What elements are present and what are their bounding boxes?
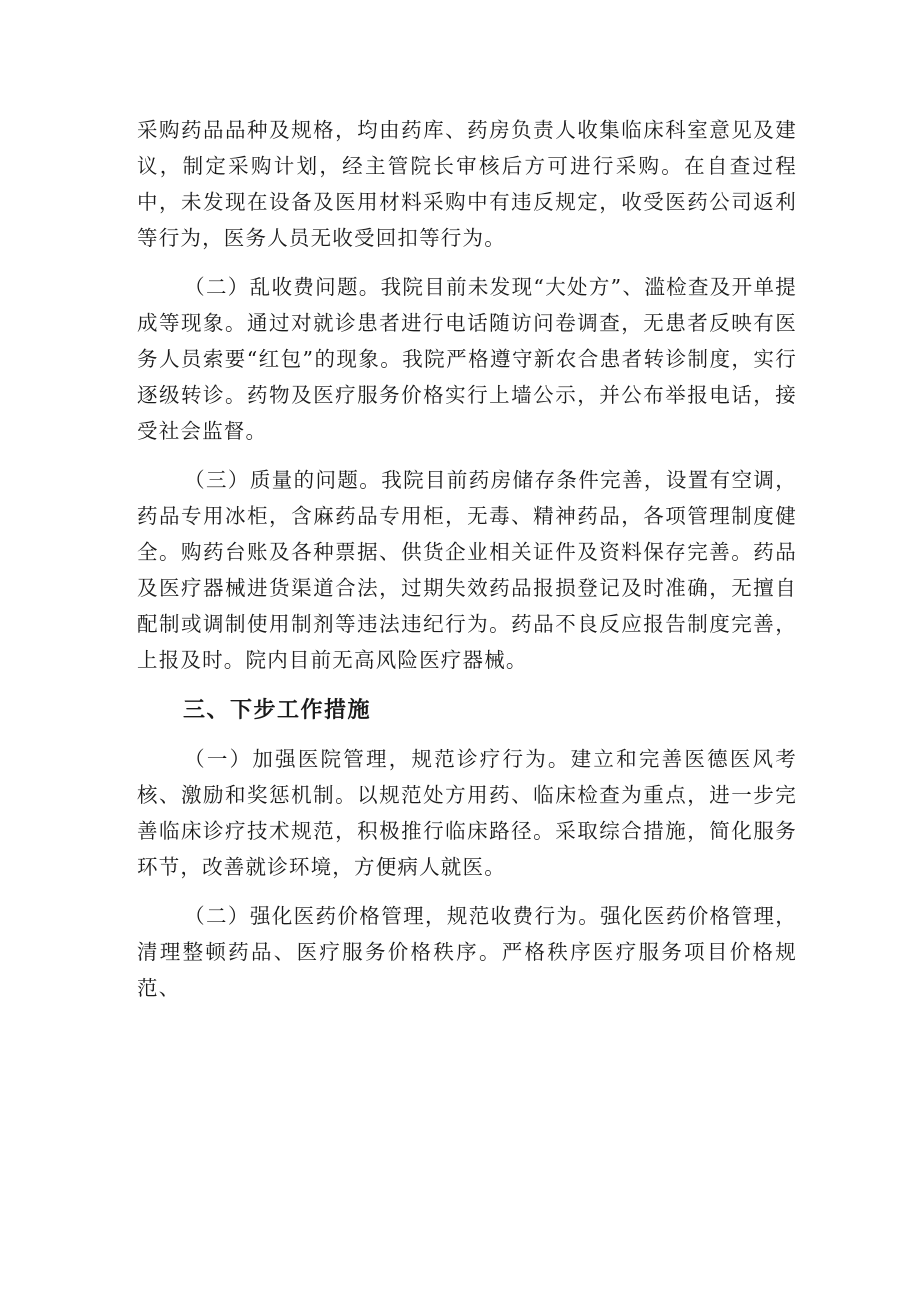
paragraph-hospital-management: （一）加强医院管理，规范诊疗行为。建立和完善医德医风考核、激励和奖惩机制。以规范处方用药、临床检查为重点，进一步完善临床诊疗技术规范，积极推行临床路径。采取综合措施，简化服务环节，改善就诊环境，方便病人就医。 bbox=[137, 747, 797, 879]
section-heading: 三、下步工作措施 bbox=[183, 698, 372, 723]
paragraph-quality: （三）质量的问题。我院目前药房储存条件完善，设置有空调，药品专用冰柜，含麻药品专用柜，无毒、精神药品，各项管理制度健全。购药台账及各种票据、供货企业相关证件及资料保存完善。药品及医疗器械进货渠道合法，过期失效药品报损登记及时准确，无擅自配制或调制使用制剂等违法违纪行为。药品不良反应报告制度完善，上报及时。院内目前无高风险医疗器械。 bbox=[137, 468, 797, 672]
paragraph-procurement: 采购药品品种及规格，均由药库、药房负责人收集临床科室意见及建议，制定采购计划，经主管院长审核后方可进行采购。在自查过程中，未发现在设备及医用材料采购中有违反规定，收受医药公司返利等行为，医务人员无收受回扣等行为。 bbox=[137, 118, 797, 250]
paragraph-price-management: （二）强化医药价格管理，规范收费行为。强化医药价格管理，清理整顿药品、医疗服务价格秩序。严格秩序医疗服务项目价格规范、 bbox=[137, 904, 797, 1000]
document-page bbox=[137, 112, 797, 1019]
paragraph-overcharging: （二）乱收费问题。我院目前未发现“大处方”、滥检查及开单提成等现象。通过对就诊患者进行电话随访问卷调查，无患者反映有医务人员索要“红包”的现象。我院严格遵守新农合患者转诊制度，实行逐级转诊。药物及医疗服务价格实行上墙公示，并公布举报电话，接受社会监督。 bbox=[137, 275, 797, 443]
